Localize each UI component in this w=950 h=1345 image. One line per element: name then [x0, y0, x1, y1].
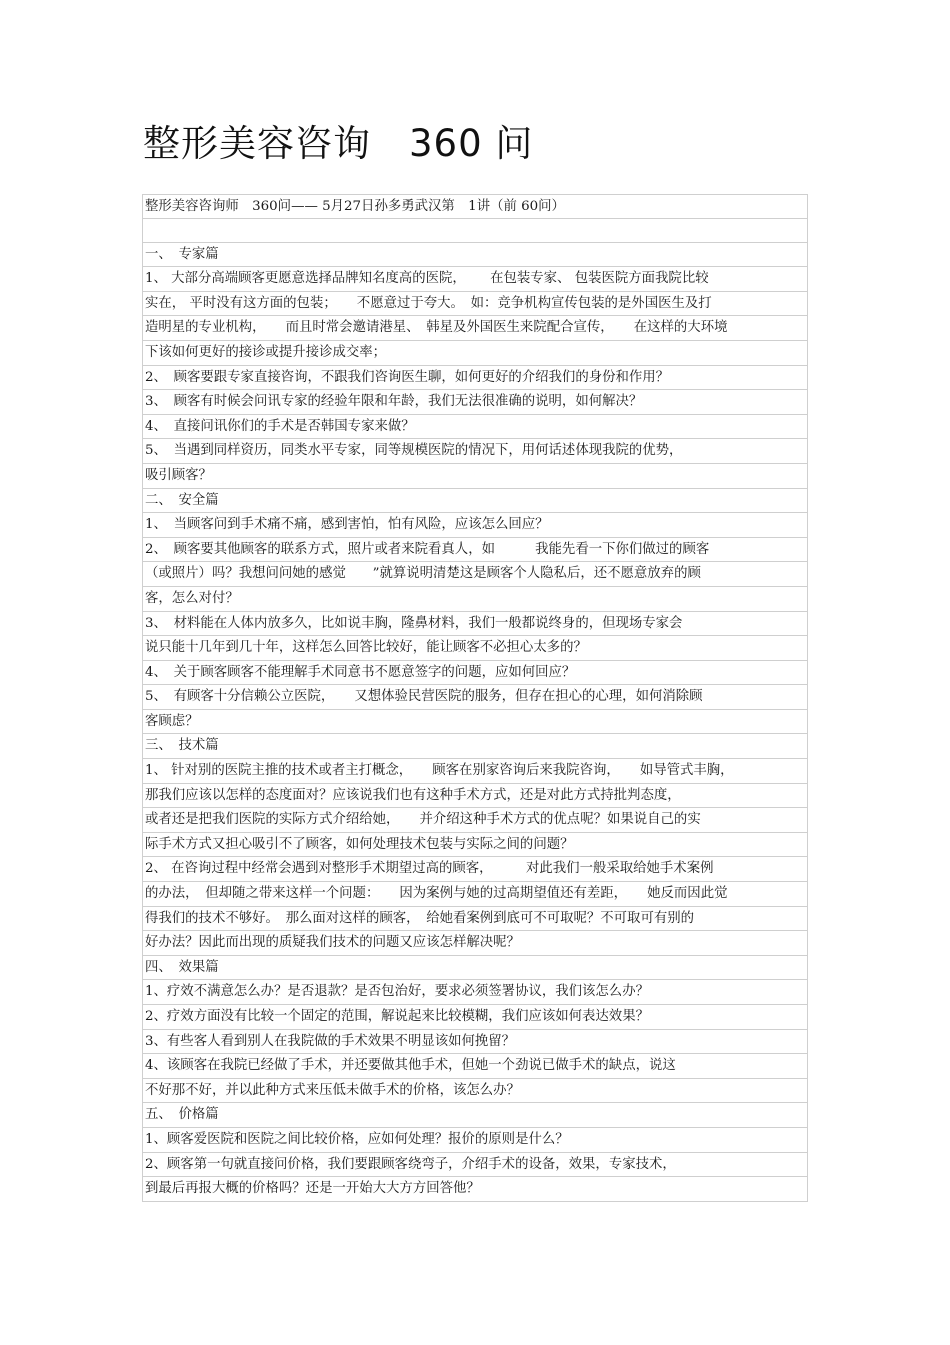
text-line: 2、 在咨询过程中经常会遇到对整形手术期望过高的顾客， 对此我们一般采取给她手术案例: [143, 857, 807, 882]
text-line: 3、 材料能在人体内放多久，比如说丰胸，隆鼻材料，我们一般都说终身的，但现场专家会: [143, 612, 807, 637]
section-heading-experts: 一、 专家篇: [143, 243, 807, 268]
text-line: 说只能十几年到几十年，这样怎么回答比较好，能让顾客不必担心太多的？: [143, 636, 807, 661]
text-line: 实在， 平时没有这方面的包装； 不愿意过于夸大。 如：竞争机构宣传包装的是外国医生及打: [143, 292, 807, 317]
text-line: 1、疗效不满意怎么办？是否退款？是否包治好，要求必须签署协议，我们该怎么办？: [143, 980, 807, 1005]
text-line: 1、顾客爱医院和医院之间比较价格，应如何处理？报价的原则是什么？: [143, 1128, 807, 1153]
text-line: 5、 当遇到同样资历，同类水平专家，同等规模医院的情况下，用何话述体现我院的优势，: [143, 439, 807, 464]
text-line: 造明星的专业机构， 而且时常会邀请港星、 韩星及外国医生来院配合宣传， 在这样的大环境: [143, 316, 807, 341]
text-line: 得我们的技术不够好。 那么面对这样的顾客， 给她看案例到底可不可取呢？不可取可有别的: [143, 907, 807, 932]
blank-row: [143, 219, 807, 243]
text-line: 3、 顾客有时候会问讯专家的经验年限和年龄，我们无法很准确的说明，如何解决？: [143, 390, 807, 415]
section-heading-safety: 二、 安全篇: [143, 489, 807, 514]
text-line: 2、 顾客要跟专家直接咨询，不跟我们咨询医生聊，如何更好的介绍我们的身份和作用？: [143, 366, 807, 391]
text-line: 2、 顾客要其他顾客的联系方式，照片或者来院看真人，如 我能先看一下你们做过的顾客: [143, 538, 807, 563]
text-line: 的办法， 但却随之带来这样一个问题： 因为案例与她的过高期望值还有差距， 她反而因此觉: [143, 882, 807, 907]
text-line: 4、 直接问讯你们的手术是否韩国专家来做？: [143, 415, 807, 440]
text-line: 客，怎么对付？: [143, 587, 807, 612]
question-list: [142, 194, 808, 1202]
text-line: 不好那不好，并以此种方式来压低未做手术的价格，该怎么办？: [143, 1079, 807, 1104]
text-line: 或者还是把我们医院的实际方式介绍给她， 并介绍这种手术方式的优点呢？如果说自己的实: [143, 808, 807, 833]
text-line: 1、 当顾客问到手术痛不痛，感到害怕，怕有风险，应该怎么回应？: [143, 513, 807, 538]
text-line: （或照片）吗？我想问问她的感觉 ”就算说明清楚这是顾客个人隐私后，还不愿意放弃的顾: [143, 562, 807, 587]
text-line: 1、 大部分高端顾客更愿意选择品牌知名度高的医院， 在包装专家、 包装医院方面我院比较: [143, 267, 807, 292]
section-heading-price: 五、 价格篇: [143, 1103, 807, 1128]
text-line: 那我们应该以怎样的态度面对？应该说我们也有这种手术方式，还是对此方式持批判态度，: [143, 784, 807, 809]
text-line: 到最后再报大概的价格吗？还是一开始大大方方回答他？: [143, 1177, 807, 1202]
text-line: 客顾虑？: [143, 710, 807, 735]
text-line: 5、 有顾客十分信赖公立医院， 又想体验民营医院的服务，但存在担心的心理，如何消除顾: [143, 685, 807, 710]
document-subtitle: 整形美容咨询师 360问—— 5月27日孙多勇武汉第 1讲（前 60问）: [143, 194, 807, 219]
section-heading-technique: 三、 技术篇: [143, 734, 807, 759]
text-line: 2、疗效方面没有比较一个固定的范围，解说起来比较模糊，我们应该如何表达效果？: [143, 1005, 807, 1030]
text-line: 好办法？因此而出现的质疑我们技术的问题又应该怎样解决呢？: [143, 931, 807, 956]
document-title: 整形美容咨询 360 问: [143, 122, 534, 165]
text-line: 吸引顾客？: [143, 464, 807, 489]
text-line: 2、顾客第一句就直接问价格，我们要跟顾客绕弯子，介绍手术的设备，效果，专家技术，: [143, 1153, 807, 1178]
text-line: 下该如何更好的接诊或提升接诊成交率；: [143, 341, 807, 366]
text-line: 际手术方式又担心吸引不了顾客，如何处理技术包装与实际之间的问题？: [143, 833, 807, 858]
text-line: 4、该顾客在我院已经做了手术，并还要做其他手术，但她一个劲说已做手术的缺点，说这: [143, 1054, 807, 1079]
text-line: 3、有些客人看到别人在我院做的手术效果不明显该如何挽留？: [143, 1030, 807, 1055]
text-line: 1、 针对别的医院主推的技术或者主打概念， 顾客在别家咨询后来我院咨询， 如导管式丰胸，: [143, 759, 807, 784]
text-line: 4、 关于顾客顾客不能理解手术同意书不愿意签字的问题，应如何回应？: [143, 661, 807, 686]
section-heading-results: 四、 效果篇: [143, 956, 807, 981]
